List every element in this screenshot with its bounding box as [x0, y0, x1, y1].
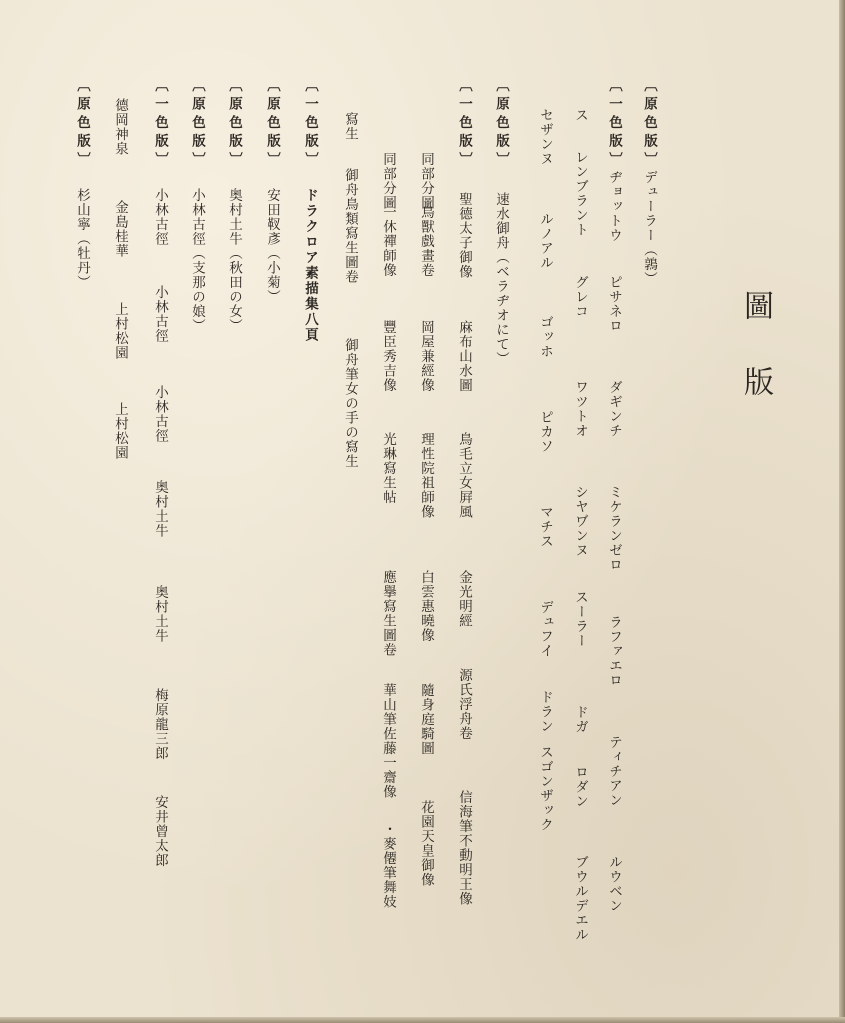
- plate-entry: 小林古徑（支那の娘）: [189, 188, 205, 333]
- plate-type-tag: 〔原色版〕: [493, 78, 509, 171]
- plate-entry: マチス: [537, 505, 553, 549]
- plate-entry: ゴッホ: [537, 315, 553, 359]
- plate-entry: 隨身庭騎圖: [418, 683, 434, 756]
- plate-entry: 應擧寫生圖卷: [380, 570, 396, 657]
- plate-entry: 奥村土牛（秋田の女）: [226, 188, 242, 333]
- plate-entry: グレコ: [572, 275, 588, 319]
- plate-entry: ドガ: [572, 705, 588, 734]
- plate-type-tag: 〔一色版〕: [606, 78, 622, 171]
- plate-type-tag: 〔原色版〕: [226, 78, 242, 171]
- plate-entry: ス: [572, 108, 588, 123]
- plate-entry: 一休禪師像: [380, 205, 396, 278]
- plate-entry: 御舟鳥類寫生圖卷: [342, 168, 358, 284]
- plate-entry: 小林古徑: [152, 188, 168, 246]
- plate-entry: 鳥獸戲畫卷: [418, 205, 434, 278]
- plate-entry: 豐臣秀吉像: [380, 320, 396, 393]
- plate-entry: ダギンチ: [606, 380, 622, 438]
- plate-entry: 同部分圖: [418, 152, 434, 210]
- plate-entry: 光琳寫生帖: [380, 432, 396, 505]
- plate-entry: ラファエロ: [606, 615, 622, 688]
- plate-entry: ドラン: [537, 690, 553, 734]
- plate-entry: 寫生: [342, 112, 358, 141]
- plate-entry: 鳥毛立女屛風: [456, 432, 472, 519]
- plate-entry: セザンヌ: [537, 108, 553, 166]
- plate-entry: ブウルデエル: [572, 855, 588, 942]
- plate-entry: ・麥僊筆舞妓: [380, 822, 396, 909]
- plate-entry: 小林古徑: [152, 285, 168, 343]
- plate-entry: 速水御舟（ベラヂオにて）: [493, 192, 509, 366]
- plate-entry: 白雲惠曉像: [418, 570, 434, 643]
- plate-type-tag: 〔一色版〕: [302, 78, 318, 171]
- page-edge: [0, 1017, 845, 1023]
- plate-entry: ヂョットウ: [606, 170, 622, 243]
- plate-entry: 梅原龍三郎: [152, 688, 168, 761]
- plate-entry: 杉山寧（牡丹）: [74, 188, 90, 290]
- plate-entry: 安田靫彥（小菊）: [264, 188, 280, 304]
- page-edge: [839, 0, 845, 1023]
- plate-entry: 理性院祖師像: [418, 432, 434, 519]
- plate-type-tag: 〔原色版〕: [74, 78, 90, 171]
- plate-entry: スゴンザック: [537, 745, 553, 832]
- plate-entry: 奥村土牛: [152, 585, 168, 643]
- plate-type-tag: 〔一色版〕: [152, 78, 168, 171]
- plate-entry: ピサネロ: [606, 275, 622, 333]
- plate-entry: スーラー: [572, 590, 588, 648]
- plate-entry: ルウベン: [606, 855, 622, 913]
- plate-entry: ドラクロア素描集八頁: [302, 188, 318, 343]
- plate-entry: シヤヷンヌ: [572, 485, 588, 558]
- plate-entry: ワツトオ: [572, 380, 588, 438]
- plate-entry: 金島桂華: [112, 200, 128, 258]
- plate-type-tag: 〔原色版〕: [264, 78, 280, 171]
- plate-entry: 金光明經: [456, 570, 472, 628]
- plate-entry: 花園天皇御像: [418, 800, 434, 887]
- plate-entry: ロダン: [572, 765, 588, 809]
- plate-entry: デューラー（鶉）: [641, 170, 657, 286]
- plate-entry: 上村松園: [112, 402, 128, 460]
- plate-entry: デュフイ: [537, 600, 553, 658]
- plate-entry: 聖德太子御像: [456, 192, 472, 279]
- plate-entry: 安井曾太郎: [152, 795, 168, 868]
- plate-entry: 德岡神泉: [112, 98, 128, 156]
- plate-entry: 華山筆佐藤一齋像: [380, 683, 396, 799]
- plate-entry: ミケランゼロ: [606, 485, 622, 572]
- plate-type-tag: 〔原色版〕: [641, 78, 657, 171]
- plate-entry: 小林古徑: [152, 385, 168, 443]
- plate-entry: ティチアン: [606, 735, 622, 808]
- plate-entry: レンブラント: [572, 150, 588, 237]
- plate-entry: 奥村土牛: [152, 480, 168, 538]
- plate-entry: ルノアル: [537, 212, 553, 270]
- plate-type-tag: 〔一色版〕: [456, 78, 472, 171]
- plate-entry: 源氏浮舟卷: [456, 668, 472, 741]
- plate-entry: ピカソ: [537, 410, 553, 454]
- plate-entry: 岡屋兼經像: [418, 320, 434, 393]
- plate-entry: 上村松園: [112, 302, 128, 360]
- plate-entry: 麻布山水圖: [456, 320, 472, 393]
- page-title: 圖版: [738, 290, 773, 442]
- plate-type-tag: 〔原色版〕: [189, 78, 205, 171]
- plate-entry: 信海筆不動明王像: [456, 790, 472, 906]
- plate-entry: 御舟筆女の手の寫生: [342, 338, 358, 469]
- plate-entry: 同部分圖: [380, 152, 396, 210]
